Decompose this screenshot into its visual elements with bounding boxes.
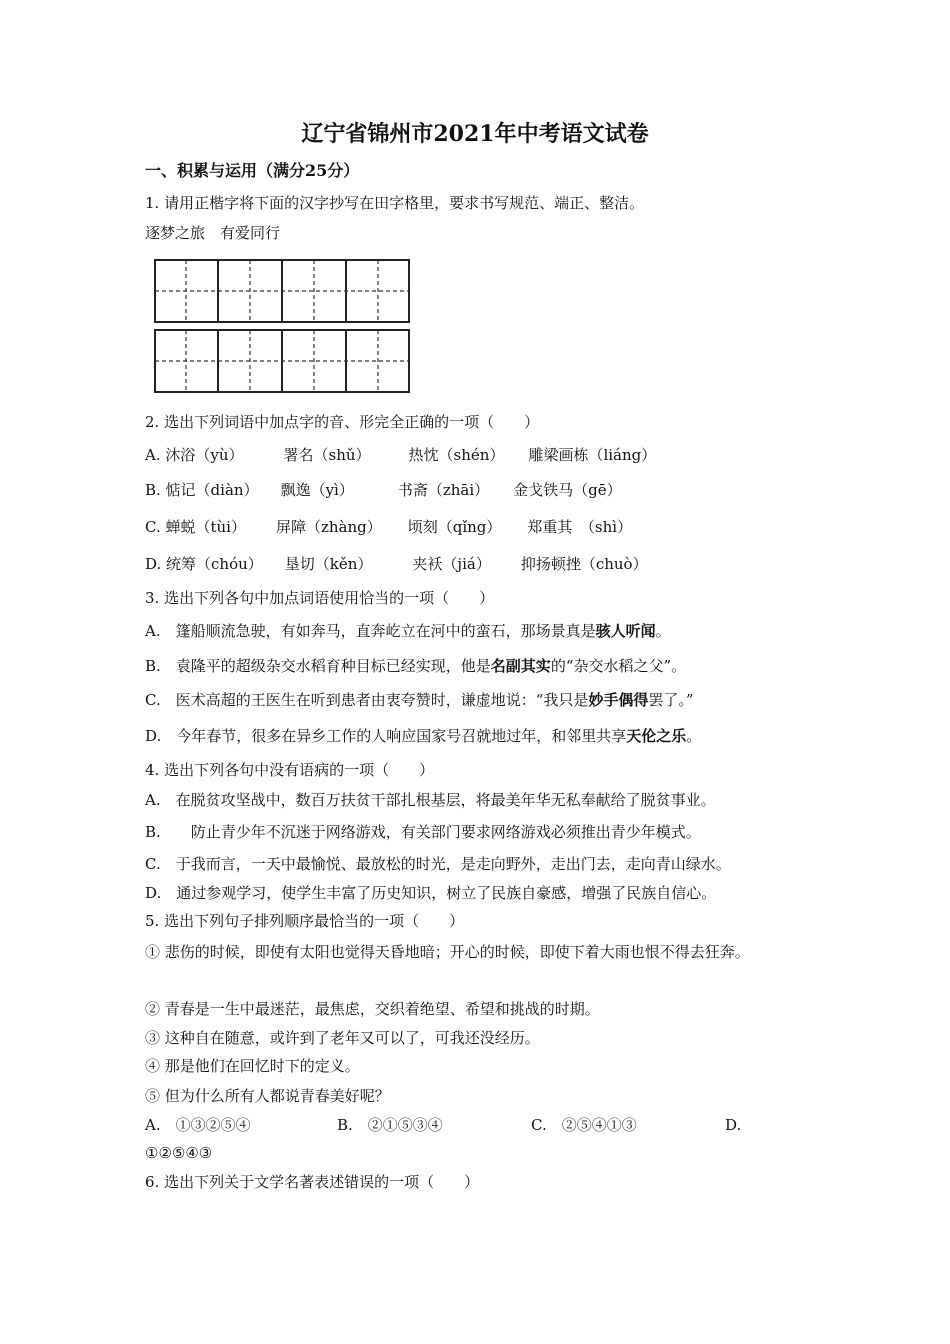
question-2-stem: 2. 选出下列词语中加点字的音、形完全正确的一项（ ） [145,413,540,431]
option-d-keyword: 天伦之乐 [626,727,687,745]
question-2-option-b[interactable] [145,480,622,500]
question-3-option-d[interactable] [145,726,701,746]
question-5-stem: 5. 选出下列句子排列顺序最恰当的一项（ ） [145,912,465,930]
option-a-end: 。 [655,622,671,640]
question-4-option-b[interactable]: B. 防止青少年不沉迷于网络游戏，有关部门要求网络游戏必须推出青少年模式。 [145,823,701,841]
question-3-option-c[interactable] [145,690,694,710]
option-c-word-3: 顷刻（qǐng） [407,518,502,536]
question-5-option-b[interactable]: B. ②①⑤③④ [337,1116,443,1134]
question-3-option-b[interactable] [145,656,686,676]
option-c-end: 罢了。” [648,691,694,709]
question-1-text: 逐梦之旅 有爱同行 [145,224,281,242]
question-5-option-a[interactable]: A. ①③②⑤④ [145,1116,251,1134]
option-b-text: B. 袁隆平的超级杂交水稻育种目标已经实现，他是 [145,657,491,675]
option-a-keyword: 骇人听闻 [595,622,656,640]
question-4-option-a[interactable]: A. 在脱贫攻坚战中，数百万扶贫干部扎根基层，将最美年华无私奉献给了脱贫事业。 [145,791,716,809]
option-c-text: C. 医术高超的王医生在听到患者由衷夸赞时，谦虚地说：“我只是 [145,691,589,709]
question-2-option-c[interactable] [145,517,632,537]
question-5-option-c[interactable]: C. ②⑤④①③ [531,1116,637,1134]
question-2-option-d[interactable] [145,554,648,574]
option-c-word-1: C. 蝉蜕（tùi） [145,518,246,536]
option-a-word-1: A. 沐浴（yù） [145,446,244,464]
option-a-word-2: 署名（shǔ） [283,446,371,464]
option-d-word-3: 夹袄（jiá） [412,555,491,573]
question-3-option-a[interactable] [145,621,671,641]
option-b-end: 的“杂交水稻之父”。 [550,657,687,675]
option-d-word-1: D. 统筹（chóu） [145,555,263,573]
question-4-stem: 4. 选出下列各句中没有语病的一项（ ） [145,761,435,779]
option-b-word-3: 书斋（zhāi） [397,481,490,499]
option-c-keyword: 妙手偶得 [588,691,649,709]
question-4-option-c[interactable]: C. 于我而言，一天中最愉悦、最放松的时光，是走向野外，走出门去，走向青山绿水。 [145,855,731,873]
option-a-word-3: 热忱（shén） [408,446,505,464]
sentence-5: ⑤ 但为什么所有人都说青春美好呢？ [145,1087,390,1105]
option-b-word-2: 飘逸（yì） [280,481,354,499]
sentence-3: ③ 这种自在随意，或许到了老年又可以了，可我还没经历。 [145,1029,540,1047]
option-c-word-4: 郑重其 （shì） [527,518,633,536]
question-5-option-d[interactable]: D. [725,1116,742,1134]
sentence-4: ④ 那是他们在回忆时下的定义。 [145,1057,360,1075]
option-d-word-2: 垦切（kěn） [284,555,373,573]
option-b-word-1: B. 惦记（diàn） [145,481,259,499]
option-d-text: D. 今年春节，很多在异乡工作的人响应国家号召就地过年，和邻里共享 [145,727,627,745]
page-title: 辽宁省锦州市2021年中考语文试卷 [301,121,649,147]
option-d-word-4: 抑扬顿挫（chuò） [520,555,648,573]
question-5-option-d-sequence[interactable]: ①②⑤④③ [145,1144,213,1162]
option-c-word-2: 屏障（zhàng） [275,518,382,536]
option-b-word-4: 金戈铁马（gē） [513,481,622,499]
sentence-1: ① 悲伤的时候，即使有太阳也觉得天昏地暗；开心的时候，即使下着大雨也恨不得去狂奔。 [145,943,750,961]
question-4-option-d[interactable]: D. 通过参观学习，使学生丰富了历史知识，树立了民族自豪感，增强了民族自信心。 [145,884,717,902]
question-3-stem: 3. 选出下列各句中加点词语使用恰当的一项（ ） [145,589,495,607]
option-a-text: A. 篷船顺流急驶，有如奔马，直奔屹立在河中的蛮石，那场景真是 [145,622,596,640]
writing-grid-1[interactable] [154,259,410,323]
sentence-2: ② 青春是一生中最迷茫，最焦虑，交织着绝望、希望和挑战的时期。 [145,1000,600,1018]
option-b-keyword: 名副其实 [490,657,551,675]
option-d-end: 。 [686,727,702,745]
question-1-stem: 1. 请用正楷字将下面的汉字抄写在田字格里，要求书写规范、端正、整洁。 [145,194,645,212]
question-2-option-a[interactable] [145,445,656,465]
writing-grid-2[interactable] [154,329,410,393]
question-6-stem: 6. 选出下列关于文学名著表述错误的一项（ ） [145,1173,480,1191]
section-heading: 一、积累与运用（满分25分） [145,161,360,180]
option-a-word-4: 雕梁画栋（liáng） [528,446,657,464]
